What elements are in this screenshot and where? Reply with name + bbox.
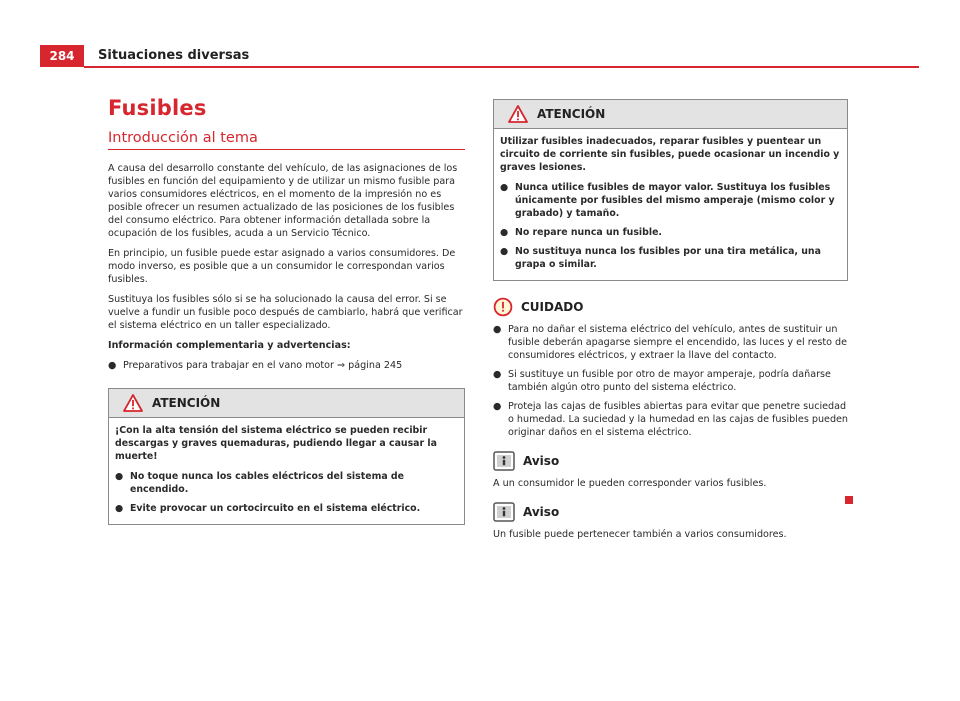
- info-list-item[interactable]: [108, 359, 465, 372]
- warning-box: [493, 99, 848, 281]
- warning-triangle-icon: [123, 394, 143, 412]
- warning-triangle-icon: [508, 105, 528, 123]
- warning-item: [115, 470, 458, 496]
- warning-item: [500, 245, 841, 271]
- bullet-icon: ●: [493, 324, 502, 335]
- warning-intro: ¡Con la alta tensión del sistema eléctrico se pueden recibir descargas y graves quemaduras, pudiendo llegar a causar la muerte!: [115, 425, 437, 462]
- end-of-section-marker: [845, 496, 853, 504]
- caution-item-text: Para no dañar el sistema eléctrico del vehículo, antes de sustituir un fusible deberán apagarse siempre el encendido, las luces y el resto de consumidores eléctricos, y extraer la llave del contacto.: [508, 324, 848, 361]
- warning-header: [494, 100, 847, 129]
- running-header: Situaciones diversas: [98, 48, 250, 63]
- note-text: Un fusible puede pertenecer también a varios consumidores.: [493, 529, 787, 540]
- header-rule: [84, 66, 919, 68]
- paragraph-2: En principio, un fusible puede estar asignado a varios consumidores. De modo inverso, es posible que a un consumidor le correspondan varios fusibles.: [108, 248, 456, 285]
- warning-header: [109, 389, 464, 418]
- note-text: A un consumidor le pueden corresponder varios fusibles.: [493, 478, 767, 489]
- caution-item-text: Proteja las cajas de fusibles abiertas para evitar que penetre suciedad o humedad. La suciedad y la humedad en las cajas de fusibles pueden originar daños en el sistema eléctrico.: [508, 401, 849, 438]
- bullet-icon: ●: [493, 401, 502, 412]
- caution-title: CUIDADO: [521, 300, 584, 314]
- left-column: [108, 96, 465, 525]
- right-column: [493, 96, 848, 548]
- bullet-icon: ●: [115, 503, 124, 514]
- intro-paragraph: A causa del desarrollo constante del vehículo, de las asignaciones de los fusibles en función del equipamiento y de utilizar un mismo fusible para varios consumidores eléctricos, en el momento de la impresión no es posible ofrecer un resumen actualizado de las posiciones de los fusibles del consumo eléctrico. Para obtener información detallada sobre la ocupación de los fusibles, acuda a un Servicio Técnico.: [108, 163, 458, 239]
- warning-item-text: No sustituya nunca los fusibles por una tira metálica, una grapa o similar.: [515, 246, 821, 270]
- bullet-icon: ●: [108, 360, 117, 371]
- warning-body: [494, 129, 847, 280]
- subsection-title: Introducción al tema: [108, 130, 465, 150]
- warning-item: [500, 181, 841, 220]
- paragraph-3: Sustituya los fusibles sólo si se ha solucionado la causa del error. Si se vuelve a fundir un fusible poco después de cambiarlo, habrá que verificar el sistema eléctrico en un taller especializado.: [108, 294, 463, 331]
- warning-item-text: Evite provocar un cortocircuito en el sistema eléctrico.: [130, 503, 421, 514]
- warning-intro: Utilizar fusibles inadecuados, reparar fusibles y puentear un circuito de corriente sin fusibles, puede ocasionar un incendio y graves lesiones.: [500, 136, 840, 173]
- exclamation-circle-icon: [493, 297, 513, 317]
- warning-title: ATENCIÓN: [537, 107, 606, 121]
- info-heading: Información complementaria y advertencias:: [108, 340, 351, 351]
- section-title: Fusibles: [108, 96, 207, 120]
- warning-item-text: No repare nunca un fusible.: [515, 227, 662, 238]
- bullet-icon: ●: [500, 182, 509, 193]
- bullet-icon: ●: [115, 471, 124, 482]
- page-number: 284: [40, 45, 84, 67]
- note-header: [493, 451, 848, 471]
- info-document-icon: [493, 451, 515, 471]
- caution-item-text: Si sustituye un fusible por otro de mayor amperaje, podría dañarse también algún otro punto del sistema eléctrico.: [508, 369, 831, 393]
- warning-item-text: No toque nunca los cables eléctricos del sistema de encendido.: [130, 471, 404, 495]
- bullet-icon: ●: [500, 246, 509, 257]
- info-document-icon: [493, 502, 515, 522]
- warning-box: [108, 388, 465, 525]
- caution-item: [493, 368, 848, 394]
- warning-item: [115, 502, 458, 515]
- caution-header: [493, 297, 848, 317]
- caution-item: [493, 400, 848, 439]
- note-header: [493, 502, 848, 522]
- bullet-icon: ●: [500, 227, 509, 238]
- warning-title: ATENCIÓN: [152, 396, 221, 410]
- warning-item-text: Nunca utilice fusibles de mayor valor. Sustituya los fusibles únicamente por fusibles del mismo amperaje (mismo color y grabado) y tamaño.: [515, 182, 835, 219]
- caution-item: [493, 323, 848, 362]
- note-title: Aviso: [523, 505, 560, 519]
- info-item-text: Preparativos para trabajar en el vano motor ⇒ página 245: [123, 360, 403, 371]
- note-title: Aviso: [523, 454, 560, 468]
- warning-item: [500, 226, 841, 239]
- warning-body: [109, 418, 464, 524]
- bullet-icon: ●: [493, 369, 502, 380]
